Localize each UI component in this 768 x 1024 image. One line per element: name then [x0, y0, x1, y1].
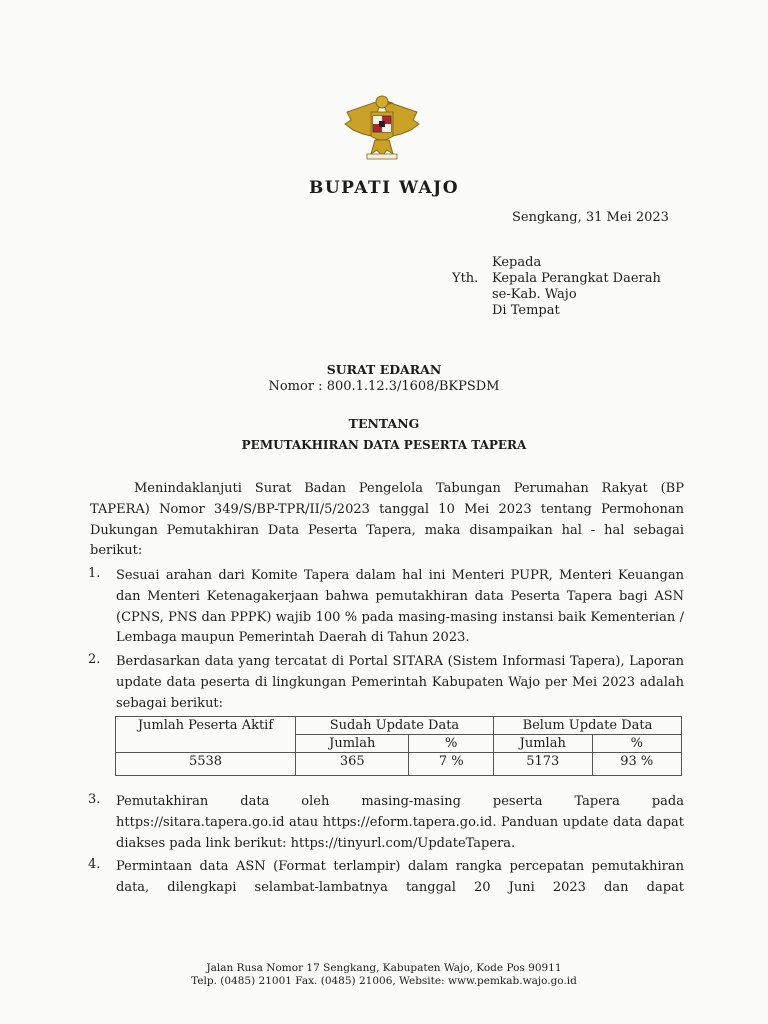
tapera-update-table — [115, 716, 682, 776]
garuda-emblem — [341, 90, 423, 162]
cell-not-updated-count: 5173 — [493, 753, 592, 776]
subject-title: PEMUTAKHIRAN DATA PESERTA TAPERA — [241, 438, 527, 452]
item-4-text: Permintaan data ASN (Format terlampir) dalam rangka percepatan pemutakhiran data, dilengkapi selambat-lambatnya tanggal 20 Juni 2023 dan dapat — [116, 859, 684, 895]
item-1-number: 1. — [88, 566, 101, 581]
recipient-yth: Yth. — [452, 271, 479, 286]
header-updated: Sudah Update Data — [296, 717, 494, 735]
item-2-text: Berdasarkan data yang tercatat di Portal SITARA (Sistem Informasi Tapera), Laporan update data peserta di lingkungan Pemerintah Kabupaten Wajo per Mei 2023 adalah sebagai berikut: — [116, 654, 684, 711]
footer-contact: Telp. (0485) 21001 Fax. (0485) 21006, Website: www.pemkab.wajo.go.id — [191, 975, 577, 987]
item-3-text: Pemutakhiran data oleh masing-masing peserta Tapera pada https://sitara.tapera.go.id atau https://eform.tapera.go.id. Panduan update data dapat diakses pada link berikut: https://tinyurl.com/UpdateTapera. — [116, 794, 684, 851]
cell-updated-percent: 7 % — [409, 753, 493, 776]
item-1-text: Sesuai arahan dari Komite Tapera dalam hal ini Menteri PUPR, Menteri Keuangan dan Menteri Ketenagakerjaan bahwa pemutakhiran data Peserta Tapera bagi ASN (CPNS, PNS dan PPPK) wajib 100 % pada masing-masing instansi baik Kementerian / Lembaga maupun Pemerintah Daerah di Tahun 2023. — [116, 568, 684, 646]
place-date: Sengkang, 31 Mei 2023 — [512, 210, 669, 225]
item-4-number: 4. — [88, 857, 101, 872]
circular-number: Nomor : 800.1.12.3/1608/BKPSDM — [268, 379, 500, 394]
header-total-active: Jumlah Peserta Aktif — [116, 717, 296, 753]
footer-address: Jalan Rusa Nomor 17 Sengkang, Kabupaten Wajo, Kode Pos 90911 — [206, 962, 562, 974]
intro-paragraph: Menindaklanjuti Surat Badan Pengelola Tabungan Perumahan Rakyat (BP TAPERA) Nomor 349/S/BP-TPR/II/5/2023 tanggal 10 Mei 2023 tentang Permohonan Dukungan Pemutakhiran Data Peserta Tapera, maka disampaikan hal - hal sebagai berikut: — [90, 481, 684, 559]
header-not-updated-count: Jumlah — [493, 735, 592, 753]
recipient-line1: Kepala Perangkat Daerah — [492, 271, 661, 286]
about-label: TENTANG — [348, 416, 420, 431]
recipient-line2: se-Kab. Wajo — [492, 287, 577, 302]
header-not-updated: Belum Update Data — [493, 717, 681, 735]
header-updated-percent: % — [409, 735, 493, 753]
recipient-line3: Di Tempat — [492, 303, 560, 318]
cell-total-active: 5538 — [116, 753, 296, 776]
header-not-updated-percent: % — [592, 735, 681, 753]
circular-title: SURAT EDARAN — [326, 362, 442, 377]
item-3-number: 3. — [88, 792, 101, 807]
recipient-kepada: Kepada — [492, 255, 542, 270]
page-title: BUPATI WAJO — [308, 178, 460, 198]
cell-not-updated-percent: 93 % — [592, 753, 681, 776]
item-2-number: 2. — [88, 652, 101, 667]
cell-updated-count: 365 — [296, 753, 409, 776]
header-updated-count: Jumlah — [296, 735, 409, 753]
